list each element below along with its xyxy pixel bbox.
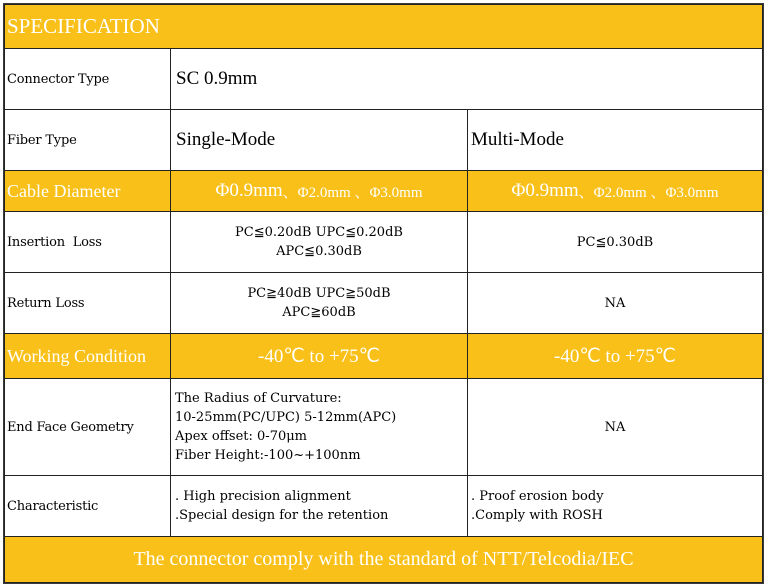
- row-cable-diameter: [4, 171, 763, 212]
- return-loss-multi: NA: [468, 273, 763, 334]
- return-loss-single-line2: APC≧60dB: [282, 305, 356, 320]
- footer-note: The connector comply with the standard of NTT/Telcodia/IEC: [4, 537, 763, 583]
- fiber-type-multi: Multi-Mode: [468, 110, 763, 171]
- end-face-geometry-single: [171, 379, 468, 476]
- cable-diameter-single-rest: 、Φ2.0mm 、Φ3.0mm: [282, 184, 423, 201]
- end-face-geometry-line1: The Radius of Curvature:: [175, 391, 342, 406]
- specification-table: [4, 4, 763, 583]
- cable-diameter-single: [171, 171, 468, 212]
- end-face-geometry-multi: NA: [468, 379, 763, 476]
- row-characteristic: [4, 476, 763, 537]
- insertion-loss-label: Insertion Loss: [4, 212, 171, 273]
- row-connector-type: [4, 49, 763, 110]
- page-title: SPECIFICATION: [4, 4, 763, 49]
- end-face-geometry-label: End Face Geometry: [4, 379, 171, 476]
- working-condition-single: -40℃ to +75℃: [171, 334, 468, 379]
- footer-row: [4, 537, 763, 583]
- fiber-type-label: Fiber Type: [4, 110, 171, 171]
- cable-diameter-multi-rest: 、Φ2.0mm 、Φ3.0mm: [578, 184, 719, 201]
- characteristic-multi-line1: . Proof erosion body: [471, 489, 604, 504]
- row-return-loss: [4, 273, 763, 334]
- characteristic-multi: [468, 476, 763, 537]
- insertion-loss-single-line1: PC≦0.20dB UPC≦0.20dB: [235, 225, 403, 240]
- working-condition-multi: -40℃ to +75℃: [468, 334, 763, 379]
- connector-type-label: Connector Type: [4, 49, 171, 110]
- row-fiber-type: [4, 110, 763, 171]
- characteristic-multi-line2: .Comply with ROSH: [471, 508, 603, 523]
- insertion-loss-single-line2: APC≦0.30dB: [276, 244, 362, 259]
- working-condition-label: Working Condition: [4, 334, 171, 379]
- header-row: [4, 4, 763, 49]
- end-face-geometry-line2: 10-25mm(PC/UPC) 5-12mm(APC): [175, 410, 397, 425]
- row-working-condition: [4, 334, 763, 379]
- insertion-loss-multi: PC≦0.30dB: [468, 212, 763, 273]
- row-end-face-geometry: [4, 379, 763, 476]
- fiber-type-single: Single-Mode: [171, 110, 468, 171]
- return-loss-single-line1: PC≧40dB UPC≧50dB: [247, 286, 391, 301]
- characteristic-single-line2: .Special design for the retention: [175, 508, 389, 523]
- cable-diameter-label: Cable Diameter: [4, 171, 171, 212]
- return-loss-single: [171, 273, 468, 334]
- end-face-geometry-line3: Apex offset: 0-70μm: [175, 429, 308, 444]
- characteristic-single-line1: . High precision alignment: [175, 489, 351, 504]
- characteristic-label: Characteristic: [4, 476, 171, 537]
- cable-diameter-single-main: Φ0.9mm: [215, 180, 283, 201]
- cable-diameter-multi: [468, 171, 763, 212]
- end-face-geometry-line4: Fiber Height:-100~+100nm: [175, 448, 361, 463]
- cable-diameter-multi-main: Φ0.9mm: [511, 180, 579, 201]
- insertion-loss-single: [171, 212, 468, 273]
- return-loss-label: Return Loss: [4, 273, 171, 334]
- connector-type-value: SC 0.9mm: [171, 49, 763, 110]
- characteristic-single: [171, 476, 468, 537]
- row-insertion-loss: [4, 212, 763, 273]
